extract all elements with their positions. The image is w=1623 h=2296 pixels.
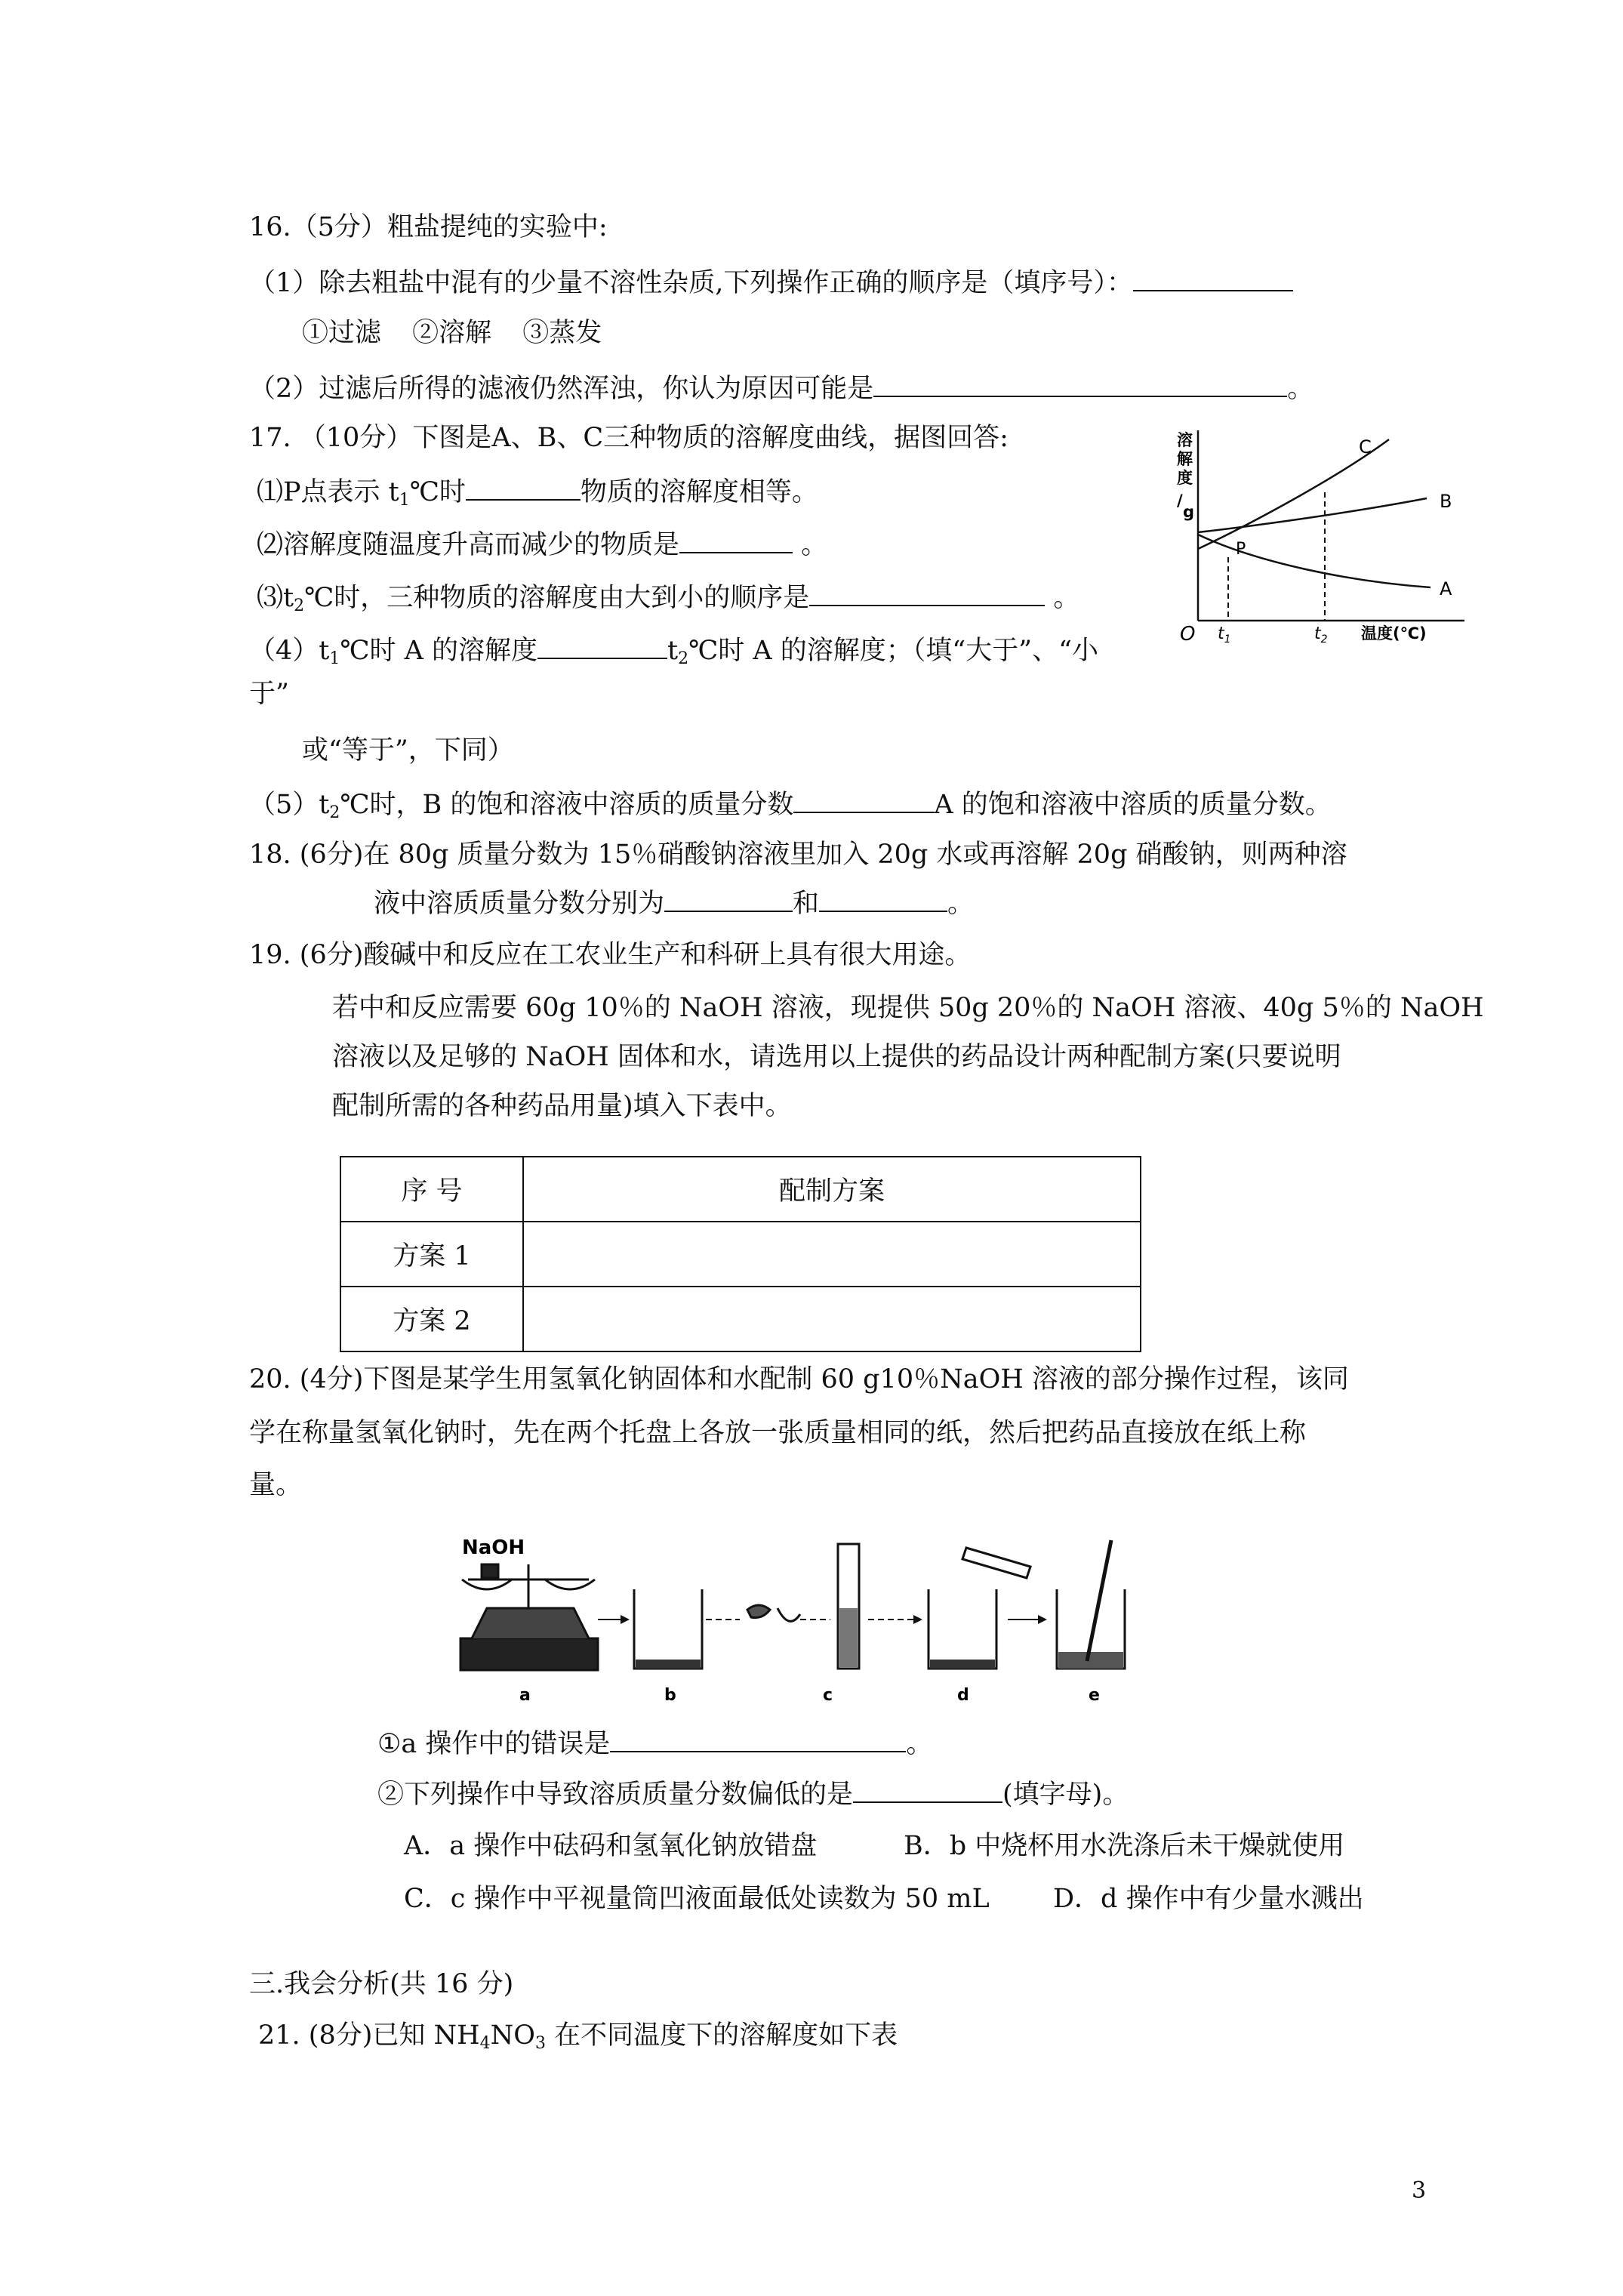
answer-blank[interactable]: [819, 885, 947, 912]
q20-option-a: A．a 操作中砝码和氢氧化钠放错盘: [404, 1831, 818, 1861]
solubility-curve-figure: [1166, 423, 1468, 657]
arrow-icon: [913, 1615, 922, 1624]
y-axis-label: [1177, 431, 1194, 521]
table-row-label: 方案 1: [340, 1222, 523, 1287]
graduated-cylinder-icon: [838, 1544, 859, 1669]
q20-sub1-b: 。: [906, 1729, 933, 1759]
q18-line2-a: 液中溶质质量分数分别为: [374, 889, 665, 919]
q17-sub1-a: ⑴P点表示 t: [257, 477, 399, 507]
q20-line2: 学在称量氢氧化钠时，先在两个托盘上各放一张质量相同的纸，然后把药品直接放在纸上称: [249, 1418, 1307, 1448]
q16-title: 16.（5分）粗盐提纯的实验中:: [249, 212, 608, 242]
fig-label-d: d: [957, 1686, 969, 1705]
q17-sub3-c: 。: [1045, 583, 1080, 613]
beaker-e-icon: [1057, 1540, 1125, 1669]
subscript: 2: [678, 649, 689, 668]
q16-part1: [249, 264, 1293, 300]
t1-letter: t: [1218, 624, 1224, 643]
y-label-char: 度: [1177, 469, 1193, 487]
t1-subscript: 1: [1224, 633, 1231, 646]
fig-label-b: b: [664, 1686, 676, 1705]
subscript: 1: [329, 649, 340, 668]
q18-line2-b: 和: [793, 889, 820, 919]
answer-blank[interactable]: [873, 370, 1287, 397]
q18-line2-c: 。: [947, 889, 975, 919]
q17-sub3-b: ℃时，三种物质的溶解度由大到小的顺序是: [304, 583, 810, 613]
answer-blank[interactable]: [664, 885, 793, 912]
preparation-table: [340, 1156, 1141, 1352]
q17-sub4: [249, 632, 1098, 676]
curve-a: [1198, 535, 1431, 587]
q21-text-b: NO: [490, 2020, 535, 2051]
q17-sub3: [257, 579, 1079, 623]
q20-line1: 20. (4分)下图是某学生用氢氧化钠固体和水配制 60 g10％NaOH 溶液的部分操作过程，该同: [249, 1364, 1349, 1395]
subscript: 3: [534, 2034, 546, 2053]
q17-sub4-cont: 于”: [249, 679, 289, 709]
y-label-char: 溶: [1177, 431, 1193, 449]
fig-label-a: a: [519, 1686, 531, 1705]
t2-label: [1314, 624, 1328, 646]
lab-procedure-figure: [445, 1525, 1246, 1710]
q17-sub5-b: ℃时，B 的饱和溶液中溶质的质量分数: [340, 790, 794, 820]
curve-b: [1198, 498, 1427, 532]
arrow-icon: [1038, 1615, 1047, 1624]
q20-sub2-b: (填字母)。: [1002, 1780, 1129, 1810]
pouring-hand-icon: [747, 1605, 800, 1621]
q17-sub1-b: ℃时: [409, 477, 466, 507]
q17-sub4-c: t: [667, 636, 679, 666]
naoh-label: NaOH: [462, 1536, 525, 1559]
q21-text-c: 在不同温度下的溶解度如下表: [545, 2020, 898, 2051]
q17-title: 17. （10分）下图是A、B、C三种物质的溶解度曲线，据图回答:: [249, 423, 1009, 453]
answer-blank[interactable]: [793, 786, 934, 813]
q17-sub4-b: ℃时 A 的溶解度: [340, 636, 538, 666]
q21-text-a: 21. (8分)已知 NH: [258, 2020, 480, 2051]
q17-sub5-a: （5）t: [249, 790, 330, 820]
q17-sub5-c: A 的饱和溶液中溶质的质量分数。: [934, 790, 1332, 820]
answer-blank[interactable]: [466, 473, 581, 501]
t2-letter: t: [1314, 624, 1321, 643]
q17-sub3-a: ⑶t: [257, 583, 294, 613]
fig-label-c: c: [823, 1686, 833, 1705]
q17-sub4-a: （4）t: [249, 636, 330, 666]
label-b: B: [1440, 491, 1452, 512]
q20-option-d: D．d 操作中有少量水溅出: [1053, 1884, 1364, 1914]
table-answer-cell[interactable]: [523, 1222, 1141, 1287]
y-label-char: g: [1183, 503, 1195, 521]
answer-blank[interactable]: [537, 632, 667, 659]
section3-title: 三.我会分析(共 16 分): [249, 1969, 514, 1999]
q17-sub5: [249, 786, 1332, 830]
y-label-char: 解: [1177, 450, 1193, 468]
answer-blank[interactable]: [853, 1776, 1002, 1803]
q17-sub1-c: 物质的溶解度相等。: [580, 477, 818, 507]
q16-part2-end: 。: [1287, 374, 1314, 404]
q20-line3: 量。: [249, 1470, 303, 1500]
answer-blank[interactable]: [610, 1725, 906, 1752]
answer-blank[interactable]: [809, 579, 1045, 606]
answer-blank[interactable]: [1133, 264, 1293, 291]
q20-option-c: C．c 操作中平视量筒凹液面最低处读数为 50 mL: [404, 1884, 990, 1914]
q16-part2-text: （2）过滤后所得的滤液仍然浑浊，你认为原因可能是: [249, 374, 874, 404]
q19-line3: 溶液以及足够的 NaOH 固体和水，请选用以上提供的药品设计两种配制方案(只要说明: [332, 1042, 1341, 1072]
beaker-d-icon: [929, 1548, 1030, 1669]
q16-options: ①过滤 ②溶解 ③蒸发: [302, 318, 602, 348]
q17-sub2-b: 。: [793, 530, 828, 560]
q20-sub2: [377, 1776, 1129, 1811]
q19-line4: 配制所需的各种药品用量)填入下表中。: [332, 1091, 792, 1121]
table-row: [340, 1222, 1141, 1287]
arrow-icon: [621, 1615, 630, 1624]
subscript: 4: [479, 2034, 491, 2053]
q16-part2: [249, 370, 1313, 405]
table-answer-cell[interactable]: [523, 1287, 1141, 1351]
table-header-cell: 序 号: [340, 1157, 523, 1222]
q16-part1-text: （1）除去粗盐中混有的少量不溶性杂质,下列操作正确的顺序是（填序号）：: [249, 268, 1133, 298]
origin-label: O: [1180, 623, 1196, 646]
page-number: 3: [1412, 2177, 1427, 2204]
table-row: [340, 1287, 1141, 1351]
table-row-label: 方案 2: [340, 1287, 523, 1351]
t2-subscript: 2: [1320, 633, 1328, 646]
q18-line2: [374, 885, 974, 920]
q17-sub2: [257, 526, 827, 562]
t1-label: [1218, 624, 1231, 646]
q17-sub1: [257, 473, 818, 517]
q17-sub2-a: ⑵溶解度随温度升高而减少的物质是: [257, 530, 680, 560]
q20-sub2-a: ②下列操作中导致溶质质量分数偏低的是: [377, 1780, 854, 1810]
table-header-cell: 配制方案: [523, 1157, 1141, 1222]
q20-sub1: [377, 1725, 932, 1761]
table-header-row: [340, 1157, 1141, 1222]
beaker-b-icon: [634, 1589, 702, 1669]
answer-blank[interactable]: [679, 526, 793, 553]
q18-line1: 18. (6分)在 80g 质量分数为 15％硝酸钠溶液里加入 20g 水或再溶解 20g 硝酸钠，则两种溶: [249, 840, 1347, 870]
q21-line1: [258, 2019, 898, 2060]
label-p: P: [1236, 540, 1246, 559]
x-axis-label: 温度(℃): [1361, 624, 1427, 643]
q19-line1: 19. (6分)酸碱中和反应在工农业生产和科研上具有很大用途。: [249, 940, 972, 970]
subscript: 1: [399, 491, 410, 510]
label-c: C: [1359, 436, 1372, 458]
q20-option-b: B．b 中烧杯用水洗涤后未干燥就使用: [904, 1831, 1345, 1861]
q17-sub4-note: 或“等于”，下同）: [302, 735, 514, 766]
q19-line2: 若中和反应需要 60g 10％的 NaOH 溶液，现提供 50g 20％的 NaOH 溶液、40g 5％的 NaOH: [332, 993, 1484, 1023]
subscript: 2: [329, 803, 340, 822]
fig-label-e: e: [1089, 1686, 1100, 1705]
balance-icon: [460, 1564, 598, 1670]
label-a: A: [1440, 578, 1452, 599]
subscript: 2: [294, 596, 305, 615]
y-label-char: /: [1177, 492, 1183, 510]
q20-sub1-a: ①a 操作中的错误是: [377, 1729, 611, 1759]
q17-sub4-d: ℃时 A 的溶解度；（填“大于”、“小: [688, 636, 1098, 666]
